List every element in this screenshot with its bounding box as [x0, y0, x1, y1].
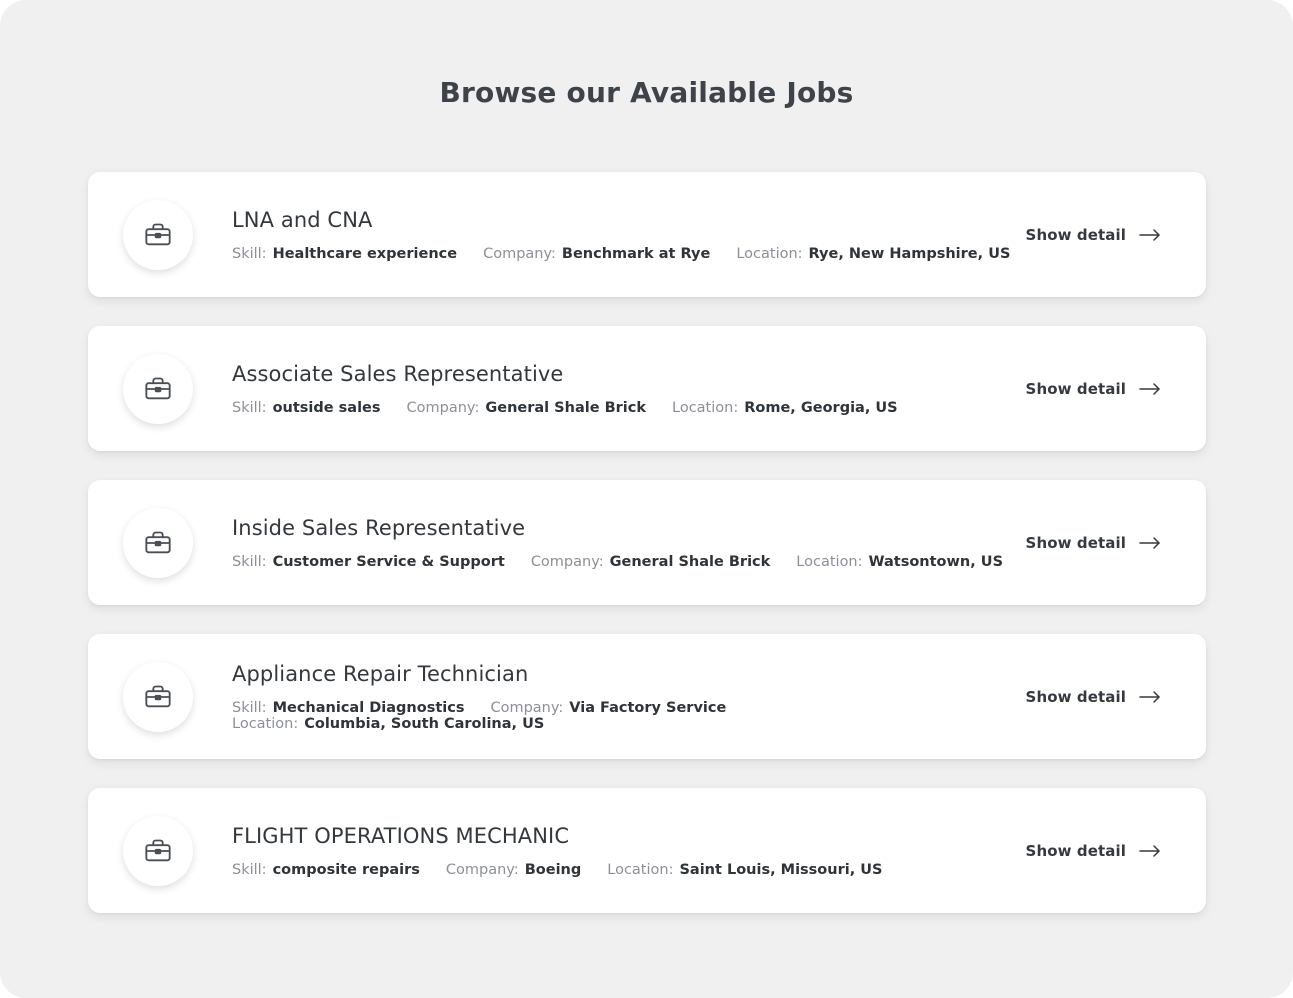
skill-value: Mechanical Diagnostics — [272, 699, 465, 716]
job-skill — [232, 554, 505, 570]
arrow-right-icon — [1139, 690, 1161, 704]
skill-label: Skill: — [232, 553, 267, 570]
show-detail-label: Show detail — [1025, 379, 1126, 398]
location-label: Location: — [796, 553, 863, 570]
job-title: LNA and CNA — [232, 207, 373, 232]
company-label: Company: — [406, 399, 480, 416]
job-body — [193, 362, 1026, 416]
job-card[interactable] — [88, 788, 1206, 913]
skill-label: Skill: — [232, 245, 267, 262]
job-meta — [232, 246, 1016, 262]
briefcase-icon — [123, 200, 193, 270]
job-body — [193, 516, 1026, 570]
company-label: Company: — [483, 245, 556, 262]
briefcase-icon — [123, 816, 193, 886]
company-value: General Shale Brick — [485, 399, 646, 416]
job-card[interactable] — [88, 480, 1206, 605]
company-value: Via Factory Service — [569, 699, 727, 716]
company-label: Company: — [490, 699, 564, 716]
page-title: Browse our Available Jobs — [439, 76, 854, 109]
job-card[interactable] — [88, 326, 1206, 451]
job-skill — [232, 862, 420, 878]
briefcase-icon — [123, 662, 193, 732]
briefcase-icon — [123, 508, 193, 578]
job-body — [193, 662, 1026, 732]
job-location — [672, 400, 898, 416]
skill-label: Skill: — [232, 399, 267, 416]
company-label: Company: — [530, 553, 604, 570]
skill-value: Customer Service & Support — [272, 553, 505, 570]
location-value: Saint Louis, Missouri, US — [679, 861, 883, 878]
location-value: Rye, New Hampshire, US — [808, 245, 1011, 262]
job-company — [531, 554, 770, 570]
job-title: FLIGHT OPERATIONS MECHANIC — [232, 823, 570, 848]
job-location — [607, 862, 882, 878]
skill-value: composite repairs — [272, 861, 420, 878]
arrow-right-icon — [1139, 844, 1161, 858]
location-value: Watsontown, US — [868, 553, 1004, 570]
job-skill — [232, 400, 381, 416]
job-card[interactable] — [88, 172, 1206, 297]
location-label: Location: — [736, 245, 803, 262]
skill-value: outside sales — [272, 399, 381, 416]
company-value: Boeing — [524, 861, 582, 878]
show-detail-button[interactable] — [1026, 688, 1161, 706]
job-company — [446, 862, 581, 878]
job-meta — [232, 400, 1016, 416]
show-detail-label: Show detail — [1025, 533, 1126, 552]
job-skill — [232, 700, 464, 716]
job-card[interactable] — [88, 634, 1206, 759]
job-body — [193, 208, 1026, 262]
skill-value: Healthcare experience — [272, 245, 458, 262]
show-detail-label: Show detail — [1025, 687, 1126, 706]
arrow-right-icon — [1139, 228, 1161, 242]
location-value: Columbia, South Carolina, US — [304, 715, 545, 732]
show-detail-button[interactable] — [1026, 226, 1161, 244]
location-label: Location: — [607, 861, 674, 878]
job-meta — [232, 554, 1016, 570]
job-company — [483, 246, 710, 262]
job-location — [736, 246, 1010, 262]
job-meta — [232, 700, 1016, 732]
job-company — [490, 700, 726, 716]
skill-label: Skill: — [232, 699, 267, 716]
arrow-right-icon — [1139, 536, 1161, 550]
show-detail-label: Show detail — [1025, 841, 1126, 860]
location-value: Rome, Georgia, US — [744, 399, 898, 416]
job-body — [193, 824, 1026, 878]
show-detail-button[interactable] — [1026, 380, 1161, 398]
skill-label: Skill: — [232, 861, 267, 878]
show-detail-label: Show detail — [1025, 225, 1126, 244]
show-detail-button[interactable] — [1026, 534, 1161, 552]
job-title: Inside Sales Representative — [232, 515, 526, 540]
company-value: Benchmark at Rye — [561, 245, 711, 262]
job-location — [232, 716, 544, 732]
job-title: Associate Sales Representative — [232, 361, 564, 386]
company-label: Company: — [445, 861, 519, 878]
briefcase-icon — [123, 354, 193, 424]
location-label: Location: — [232, 715, 299, 732]
job-skill — [232, 246, 457, 262]
location-label: Location: — [672, 399, 739, 416]
company-value: General Shale Brick — [609, 553, 771, 570]
job-title: Appliance Repair Technician — [232, 661, 529, 686]
show-detail-button[interactable] — [1026, 842, 1161, 860]
arrow-right-icon — [1139, 382, 1161, 396]
job-location — [796, 554, 1003, 570]
job-list — [88, 172, 1206, 942]
job-company — [407, 400, 646, 416]
job-meta — [232, 862, 1016, 878]
